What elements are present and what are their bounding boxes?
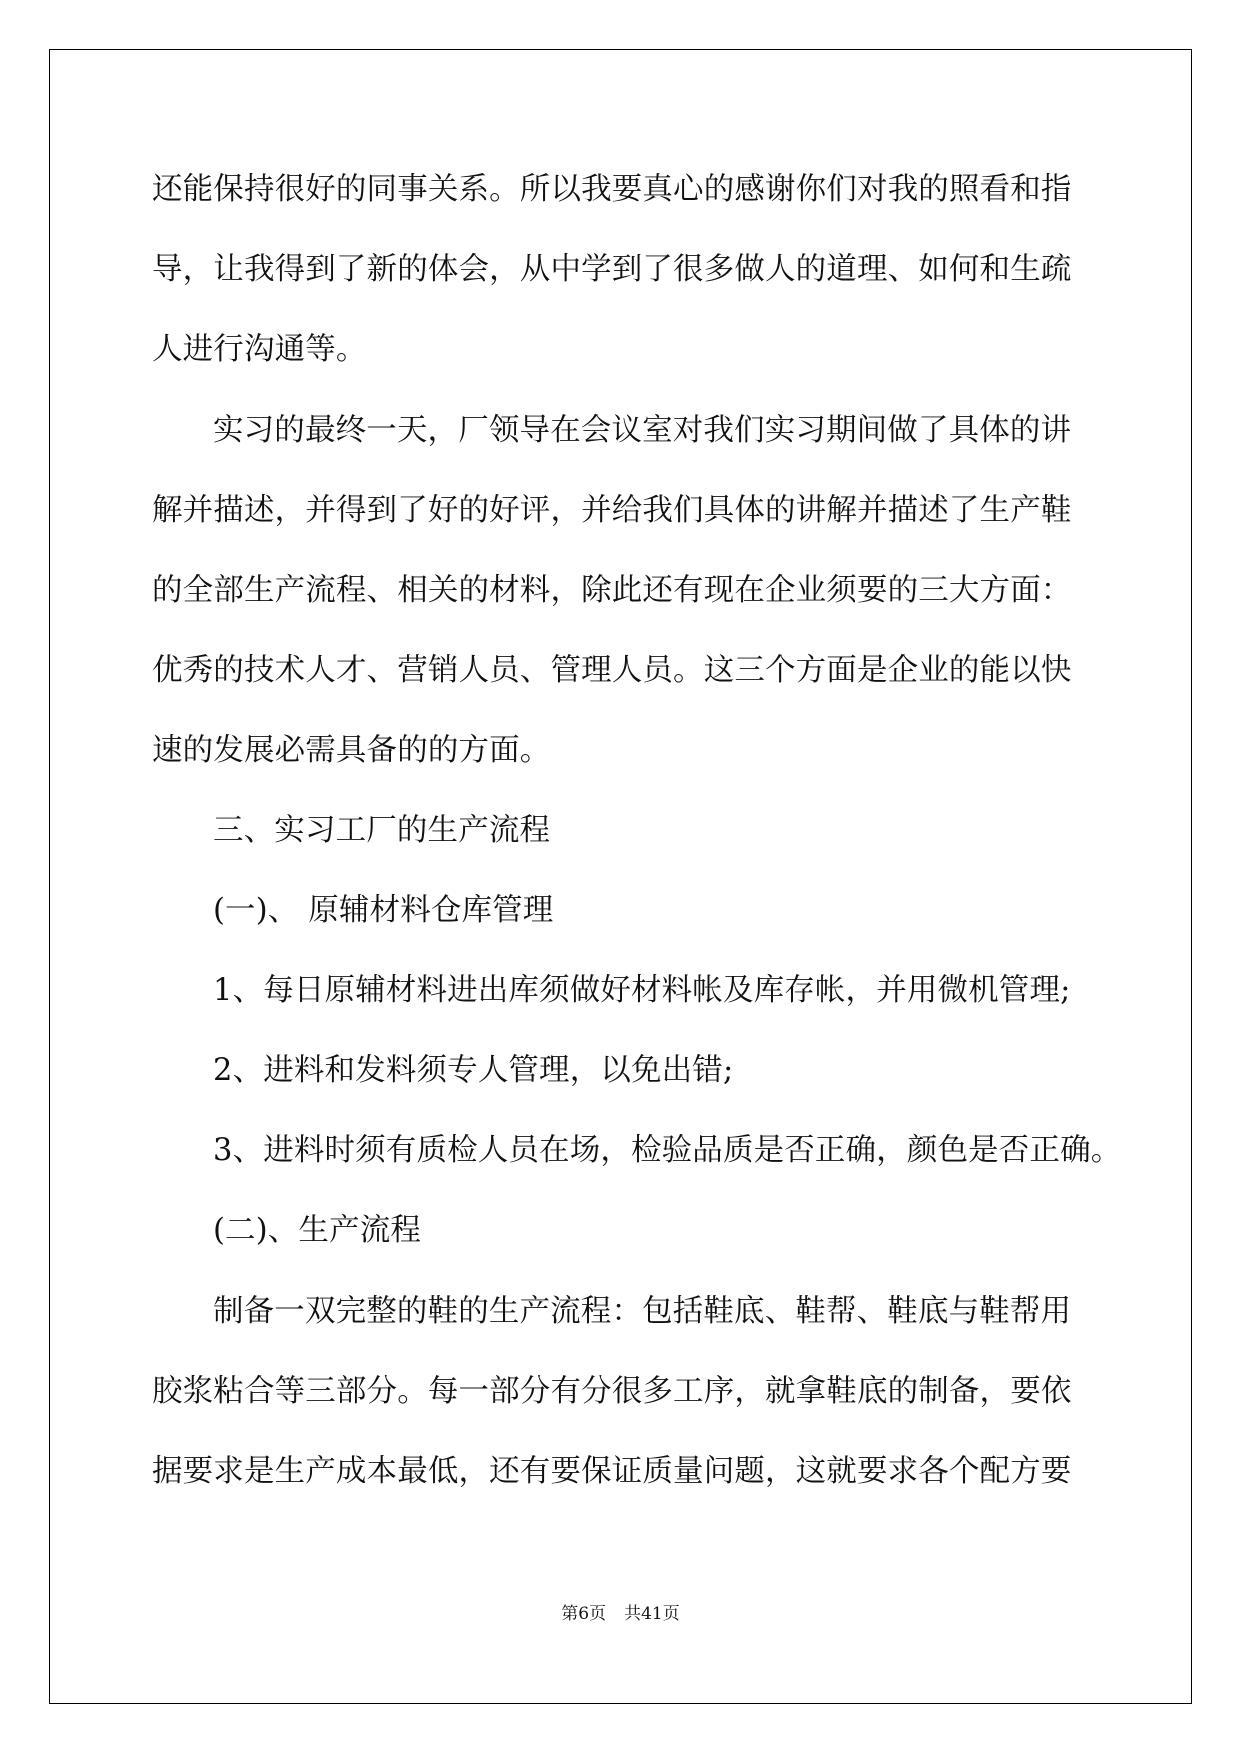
paragraph-line: 解并描述，并得到了好的好评，并给我们具体的讲解并描述了生产鞋 <box>152 493 1072 528</box>
list-item: 1、每日原辅材料进出库须做好材料帐及库存帐，并用微机管理; <box>213 973 1071 1008</box>
paragraph-line: 的全部生产流程、相关的材料，除此还有现在企业须要的三大方面： <box>152 573 1072 608</box>
subsection-heading: (一)、 原辅材料仓库管理 <box>213 893 554 928</box>
paragraph-line: 人进行沟通等。 <box>152 332 367 367</box>
section-heading: 三、实习工厂的生产流程 <box>213 813 551 848</box>
page-total: 共41页 <box>624 1604 680 1624</box>
page-footer <box>0 1599 1241 1624</box>
paragraph-line: 还能保持很好的同事关系。所以我要真心的感谢你们对我的照看和指 <box>152 172 1072 207</box>
paragraph-line: 实习的最终一天，厂领导在会议室对我们实习期间做了具体的讲 <box>213 413 1072 448</box>
paragraph-line: 胶浆粘合等三部分。每一部分有分很多工序，就拿鞋底的制备，要依 <box>152 1374 1072 1409</box>
paragraph-line: 导，让我得到了新的体会，从中学到了很多做人的道理、如何和生疏 <box>152 252 1072 287</box>
list-item: 2、进料和发料须专人管理，以免出错; <box>213 1053 734 1088</box>
list-item: 3、进料时须有质检人员在场，检验品质是否正确，颜色是否正确。 <box>213 1133 1122 1168</box>
paragraph-line: 据要求是生产成本最低，还有要保证质量问题，这就要求各个配方要 <box>152 1454 1072 1489</box>
page-number: 第6页 <box>561 1604 607 1624</box>
subsection-heading: (二)、生产流程 <box>213 1213 421 1248</box>
paragraph-line: 优秀的技术人才、营销人员、管理人员。这三个方面是企业的能以快 <box>152 653 1072 688</box>
paragraph-line: 速的发展必需具备的的方面。 <box>152 733 551 768</box>
paragraph-line: 制备一双完整的鞋的生产流程：包括鞋底、鞋帮、鞋底与鞋帮用 <box>213 1294 1072 1329</box>
